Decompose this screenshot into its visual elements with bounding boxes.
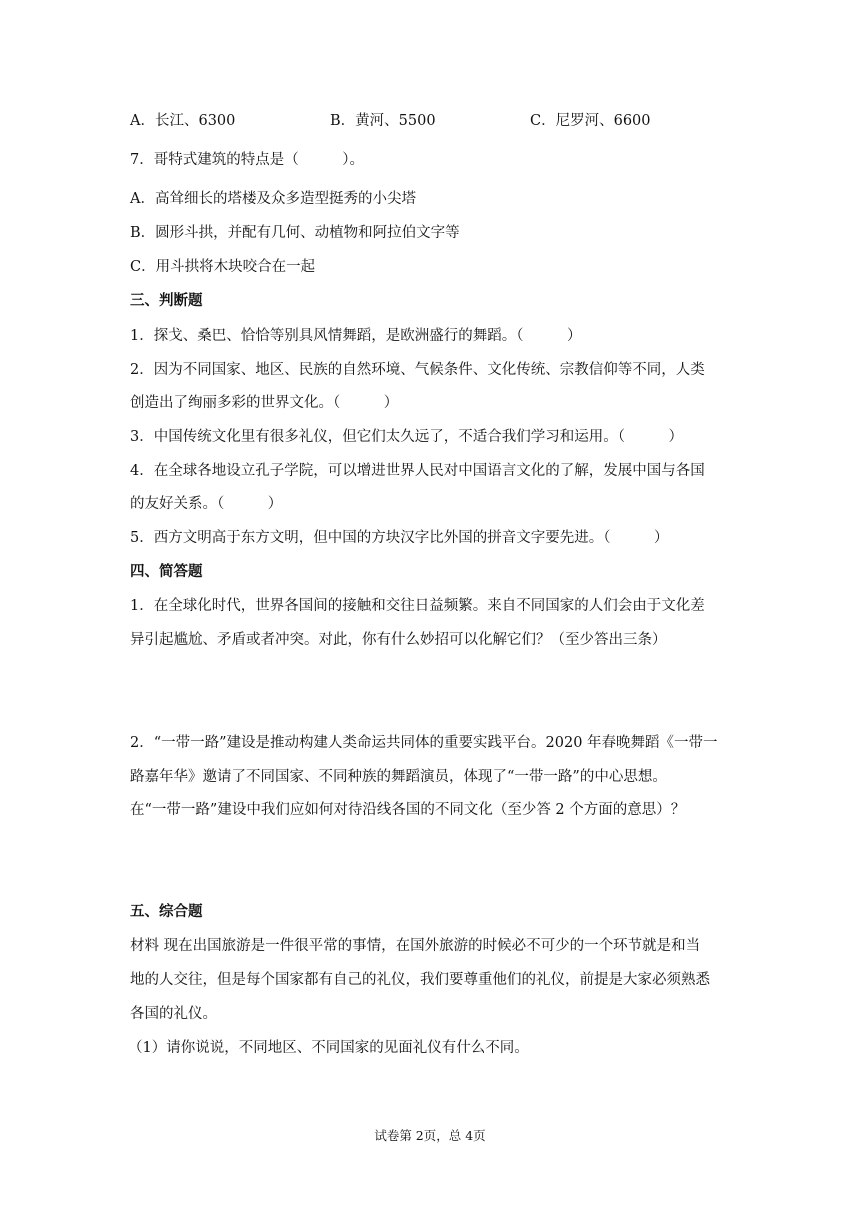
q6-option-b: B．黄河、5500 bbox=[330, 113, 436, 129]
section3-heading: 三、判断题 bbox=[130, 293, 203, 309]
section5-heading: 五、综合题 bbox=[130, 904, 203, 920]
s3-question-4-line1: 4．在全球各地设立孔子学院，可以增进世界人民对中国语言文化的了解，发展中国与各国 bbox=[130, 463, 705, 479]
q6-option-a: A．长江、6300 bbox=[130, 113, 236, 129]
q6-option-c: C．尼罗河、6600 bbox=[530, 113, 651, 129]
s4-question-1-line2: 异引起尴尬、矛盾或者冲突。对此，你有什么妙招可以化解它们？（至少答出三条） bbox=[130, 632, 667, 648]
section4-heading: 四、简答题 bbox=[130, 564, 203, 580]
s4-question-2-line1: 2．“一带一路”建设是推动构建人类命运共同体的重要实践平台。2020 年春晚舞蹈《一带一 bbox=[130, 735, 718, 751]
s4-question-1-line1: 1．在全球化时代，世界各国间的接触和交往日益频繁。来自不同国家的人们会由于文化差 bbox=[130, 598, 705, 614]
q7-option-c: C．用斗拱将木块咬合在一起 bbox=[130, 259, 316, 275]
s3-question-1: 1．探戈、桑巴、恰恰等别具风情舞蹈，是欧洲盛行的舞蹈。（ ） bbox=[130, 328, 582, 344]
s3-question-3: 3．中国传统文化里有很多礼仪，但它们太久远了，不适合我们学习和运用。（ ） bbox=[130, 429, 683, 445]
s3-question-2-line1: 2．因为不同国家、地区、民族的自然环境、气候条件、文化传统、宗教信仰等不同，人类 bbox=[130, 362, 705, 378]
s5-question-1: （1）请你说说，不同地区、不同国家的见面礼仪有什么不同。 bbox=[128, 1040, 529, 1056]
s5-material-line1: 材料 现在出国旅游是一件很平常的事情，在国外旅游的时候必不可少的一个环节就是和当 bbox=[130, 938, 701, 954]
s4-question-2-line2: 路嘉年华》邀请了不同国家、不同种族的舞蹈演员，体现了“一带一路”的中心思想。 bbox=[130, 769, 667, 785]
s3-question-4-line2: 的友好关系。（ ） bbox=[130, 496, 283, 512]
q7-option-b: B．圆形斗拱，并配有几何、动植物和阿拉伯文字等 bbox=[130, 225, 460, 241]
q7-stem: 7．哥特式建筑的特点是（ ）。 bbox=[130, 152, 364, 168]
s5-material-line2: 地的人交往，但是每个国家都有自己的礼仪，我们要尊重他们的礼仪，前提是大家必须熟悉 bbox=[130, 972, 710, 988]
s4-question-2-line3: 在“一带一路”建设中我们应如何对待沿线各国的不同文化（至少答 2 个方面的意思）？ bbox=[130, 802, 686, 818]
s3-question-5: 5．西方文明高于东方文明，但中国的方块汉字比外国的拼音文字要先进。（ ） bbox=[130, 530, 669, 546]
s5-material-line3: 各国的礼仪。 bbox=[130, 1006, 217, 1022]
page-footer: 试卷第 2页，总 4页 bbox=[374, 1128, 486, 1143]
q7-option-a: A．高耸细长的塔楼及众多造型挺秀的小尖塔 bbox=[130, 191, 416, 207]
s3-question-2-line2: 创造出了绚丽多彩的世界文化。（ ） bbox=[130, 395, 399, 411]
